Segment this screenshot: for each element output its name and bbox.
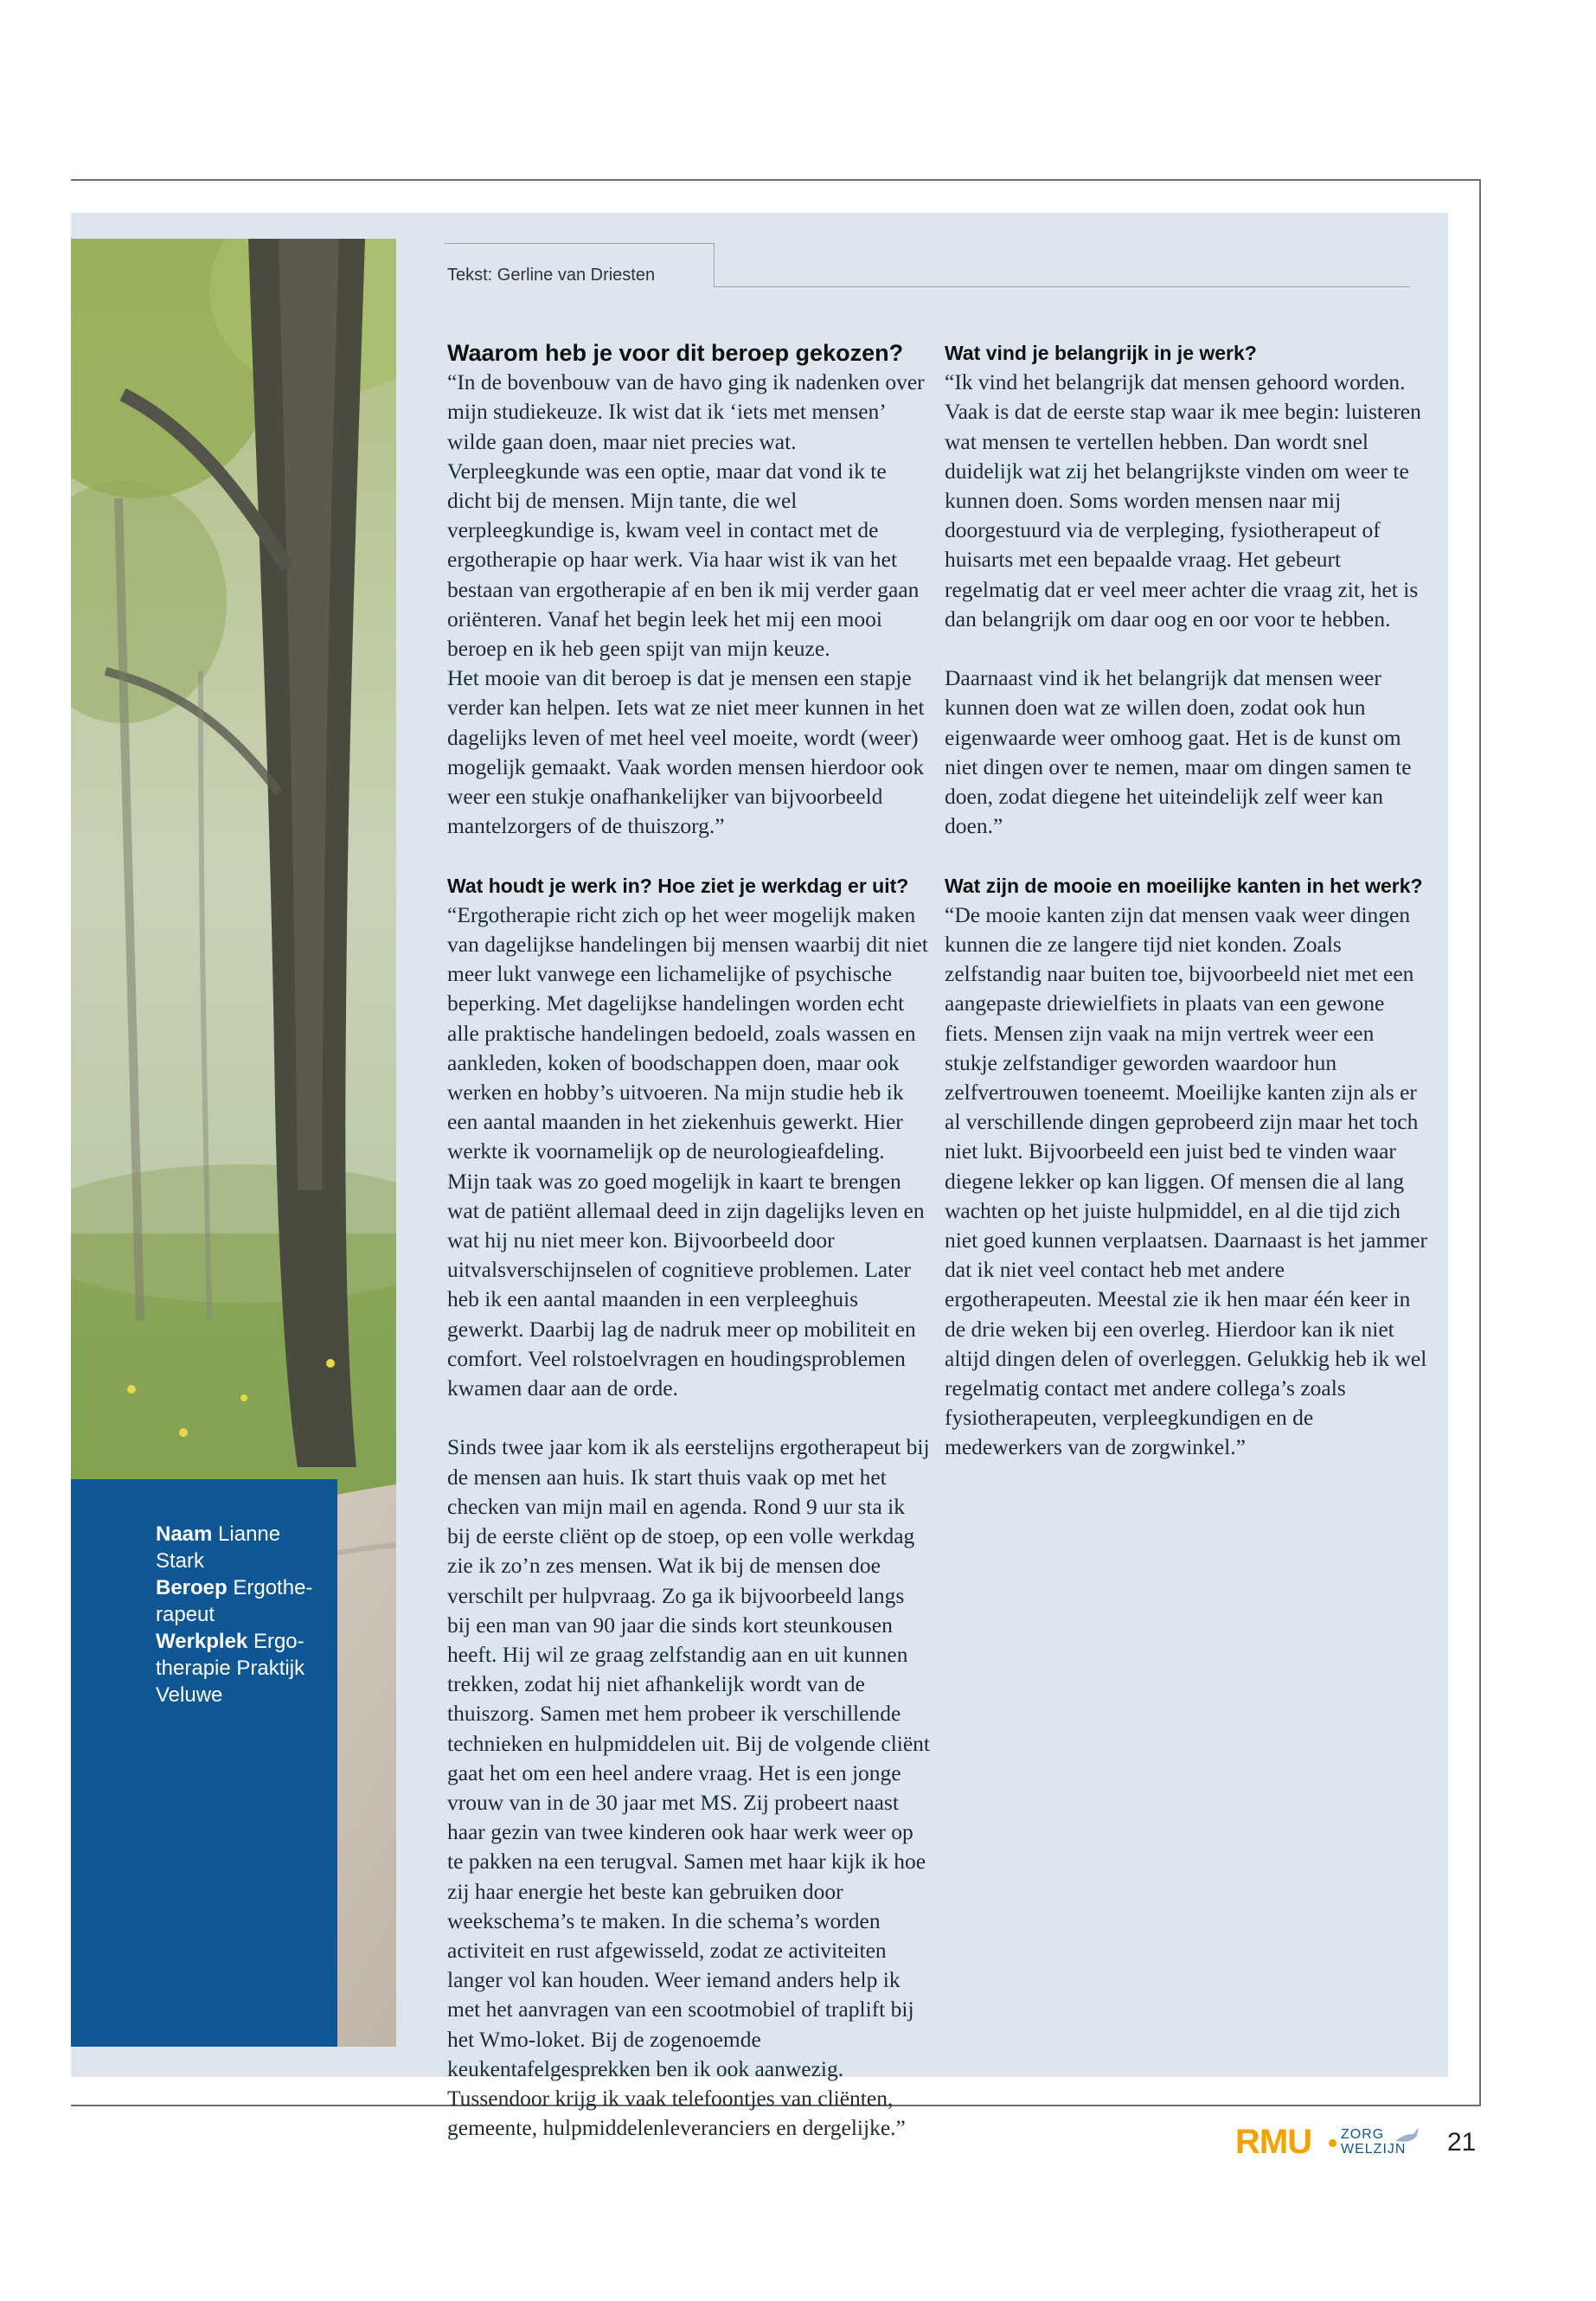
question-heading-2: Wat houdt je werk in? Hoe ziet je werkdag er uit? <box>447 874 909 897</box>
profile-job-label: Beroep <box>156 1576 228 1599</box>
logo-zorg-text: ZORG <box>1341 2127 1385 2142</box>
answer-1-paragraph-2: Het mooie van dit beroep is dat je mensen een stapje verder kan helpen. Iets wat ze niet meer kunnen in het dagelijks leven of met heel veel moeite, wordt (weer) mogelijk gemaakt. Vaak worden mensen hierdoor ook weer een stukje onafhankelijker van bijvoorbeeld mantelzorgers of de thuiszorg.” <box>447 665 925 839</box>
frame-top-rule <box>71 179 1481 181</box>
logo-dot <box>1329 2139 1336 2147</box>
author-credit: Tekst: Gerline van Driesten <box>447 266 656 285</box>
logo-bird-icon <box>1394 2124 1420 2148</box>
paragraph-gap <box>945 634 1429 663</box>
answer-3-paragraph-2: Daarnaast vind ik het belangrijk dat mensen weer kunnen doen wat ze willen doen, zodat ook hun eigenwaarde weer omhoog gaat. Het is de kunst om niet dingen over te nemen, maar om dingen samen te doen, zodat diegene het uiteindelijk zelf weer kan doen.” <box>945 665 1412 839</box>
answer-4-paragraph-1: “De mooie kanten zijn dat mensen vaak weer dingen kunnen die ze langere tijd niet konden. Zoals zelfstandig naar buiten toe, bijvoorbeeld niet met een aangepaste driewielfiets in plaats van een gewone fiets. Mensen zijn vaak na mijn vertrek weer een stukje zelfstandiger geworden waardoor hun zelfvertrouwen toeneemt. Moeilijke kanten zijn als er al verschillende dingen geprobeerd zijn maar het toch niet lukt. Bijvoorbeeld een juist bed te vinden waar diegene lekker op kan liggen. Of mensen die al lang wachten op het juiste hulpmiddel, en al die tijd zich niet goed kunnen verplaatsen. Daarnaast is het jammer dat ik niet veel contact heb met andere ergotherapeuten. Meestal zie ik hen maar één keer in de drie weken bij een overleg. Hierdoor kan ik niet altijd dingen delen of overleggen. Gelukkig heb ik wel regelmatig contact met andere collega’s zoals fysiotherapeuten, verpleegkundigen en de medewerkers van de zorgwinkel.” <box>945 901 1427 1460</box>
paragraph-gap <box>945 841 1429 870</box>
credit-tick-rule <box>714 243 715 286</box>
question-heading-3: Wat vind je belangrijk in je werk? <box>945 342 1257 364</box>
logo-welzijn-text: WELZIJN <box>1341 2142 1407 2157</box>
question-heading-4: Wat zijn de mooie en moeilijke kanten in het werk? <box>945 874 1423 897</box>
profile-infobox <box>71 1479 337 2047</box>
logo-rmu-text: RMU <box>1235 2123 1312 2161</box>
profile-name-label: Naam <box>156 1522 213 1546</box>
question-heading-1: Waarom heb je voor dit beroep gekozen? <box>447 340 904 366</box>
credit-base-rule <box>714 286 1410 287</box>
profile-job-value: Ergotherapeut <box>156 1576 313 1626</box>
article-column-right <box>945 338 1429 1463</box>
answer-2-paragraph-2: Sinds twee jaar kom ik als eerstelijns ergotherapeut bij de mensen aan huis. Ik start thuis vaak op met het checken van mijn mail en agenda. Rond 9 uur sta ik bij de eerste cliënt op de stoep, op een volle werkdag zie ik zo’n zes mensen. Wat ik bij de mensen doe verschilt per hulpvraag. Zo ga ik bijvoorbeeld langs bij een man van 90 jaar die sinds kort steunkousen heeft. Hij wil ze graag zelfstandig aan en uit kunnen trekken, zodat hij niet afhankelijk wordt van de thuiszorg. Samen met hem probeer ik verschillende technieken en hulpmiddelen uit. Bij de volgende cliënt gaat het om een heel andere vraag. Het is een jonge vrouw van in de 30 jaar met MS. Zij probeert naast haar gezin van twee kinderen ook haar werk weer op te pakken na een terugval. Samen met haar kijk ik hoe zij haar energie het beste kan gebruiken door weekschema’s te maken. In die schema’s worden activiteit en rust afgewisseld, zodat ze activiteiten langer vol kan houden. Weer iemand anders help ik met het aanvragen van een scootmobiel of traplift bij het Wmo-loket. Bij de zogenoemde keukentafelgesprekken ben ik ook aanwezig. Tussendoor krijg ik vaak telefoontjes van cliënten, gemeente, hulpmiddelenleveranciers en dergelijke.” <box>447 1434 931 2141</box>
profile-name-value: Lianne Stark <box>156 1522 281 1573</box>
answer-3-paragraph-1: “Ik vind het belangrijk dat mensen gehoord worden. Vaak is dat de eerste stap waar ik mee begin: luisteren wat mensen te vertellen hebben. Dan wordt snel duidelijk wat zij het belangrijkste vinden om weer te kunnen doen. Soms worden mensen naar mij doorgestuurd via de verpleging, fysiotherapeut of huisarts met een bepaalde vraag. Het gebeurt regelmatig dat er veel meer achter die vraag zit, het is dan belangrijk om daar oog en oor voor te hebben. <box>945 369 1421 631</box>
profile-workplace-value: Ergotherapie Praktijk Veluwe <box>156 1630 305 1707</box>
profile-workplace-label: Werkplek <box>156 1630 248 1653</box>
answer-1-paragraph-1: “In de bovenbouw van de havo ging ik nadenken over mijn studiekeuze. Ik wist dat ik ‘iets met mensen’ wilde gaan doen, maar niet precies wat. Verpleegkunde was een optie, maar dat vond ik te dicht bij de mensen. Mijn tante, die wel verpleegkundige is, kwam veel in contact met de ergotherapie op haar werk. Via haar wist ik van het bestaan van ergotherapie af en ben ik mij verder gaan oriënteren. Vanaf het begin leek het mij een mooi beroep en ik heb geen spijt van mijn keuze. <box>447 369 925 662</box>
page-number: 21 <box>1447 2128 1477 2157</box>
credit-top-rule <box>445 243 715 244</box>
paragraph-gap <box>447 841 932 870</box>
paragraph-gap <box>447 1403 932 1433</box>
article-column-left <box>447 338 932 2143</box>
answer-2-paragraph-1: “Ergotherapie richt zich op het weer mogelijk maken van dagelijkse handelingen bij mensen waarbij dit niet meer lukt vanwege een lichamelijke of psychische beperking. Met dagelijkse handelingen worden echt alle praktische handelingen bedoeld, zoals wassen en aankleden, koken of boodschappen doen, maar ook werken en hobby’s uitvoeren. Na mijn studie heb ik een aantal maanden in het ziekenhuis gewerkt. Hier werkte ik voornamelijk op de neurologieafdeling. Mijn taak was zo goed mogelijk in kaart te brengen wat de patiënt allemaal deed in zijn dagelijks leven en wat hij nu niet meer kon. Bijvoorbeeld door uitvalsverschijnselen of cognitieve problemen. Later heb ik een aantal maanden in een verpleeghuis gewerkt. Daarbij lag de nadruk meer op mobiliteit en comfort. Veel rolstoelvragen en houdingsproblemen kwamen daar aan de orde. <box>447 901 928 1401</box>
frame-right-rule <box>1479 179 1481 2106</box>
